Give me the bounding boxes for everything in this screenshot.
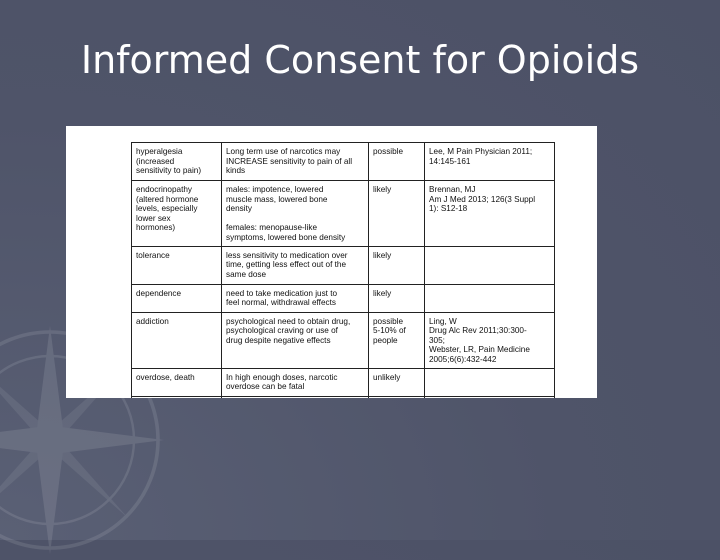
risk-cell: addiction xyxy=(132,312,222,368)
reference-cell: Lee, M Pain Physician 2011; 14:145-161 xyxy=(425,143,555,181)
description-cell: psychological need to obtain drug, psychological craving or use of drug despite negative effects xyxy=(222,312,369,368)
risk-cell: overdose, death xyxy=(132,368,222,396)
reference-cell xyxy=(425,246,555,284)
risk-cell: tolerance xyxy=(132,246,222,284)
likelihood-cell: possible 5-10% of people xyxy=(369,312,425,368)
description-cell xyxy=(222,396,369,398)
slide-title: Informed Consent for Opioids xyxy=(80,38,640,82)
description-cell: males: impotence, lowered muscle mass, lowered bone density females: menopause-like symptoms, lowered bone density xyxy=(222,181,369,247)
likelihood-cell: possible xyxy=(369,143,425,181)
table-row xyxy=(132,246,555,284)
table-row xyxy=(132,143,555,181)
reference-cell xyxy=(425,368,555,396)
table-row xyxy=(132,312,555,368)
reference-cell xyxy=(425,396,555,398)
description-cell: less sensitivity to medication over time, getting less effect out of the same dose xyxy=(222,246,369,284)
description-cell: Long term use of narcotics may INCREASE sensitivity to pain of all kinds xyxy=(222,143,369,181)
likelihood-cell: unlikely xyxy=(369,368,425,396)
risk-cell: endocrinopathy (altered hormone levels, especially lower sex hormones) xyxy=(132,181,222,247)
risk-cell: hyperalgesia (increased sensitivity to pain) xyxy=(132,143,222,181)
opioid-risks-table xyxy=(131,142,555,398)
description-cell: In high enough doses, narcotic overdose can be fatal xyxy=(222,368,369,396)
risk-cell xyxy=(132,396,222,398)
table-image xyxy=(66,126,597,398)
likelihood-cell: likely xyxy=(369,246,425,284)
table-row xyxy=(132,181,555,247)
table-row xyxy=(132,284,555,312)
likelihood-cell xyxy=(369,396,425,398)
likelihood-cell: likely xyxy=(369,181,425,247)
likelihood-cell: likely xyxy=(369,284,425,312)
reference-cell xyxy=(425,284,555,312)
description-cell: need to take medication just to feel normal, withdrawal effects xyxy=(222,284,369,312)
risk-cell: dependence xyxy=(132,284,222,312)
table-row xyxy=(132,396,555,398)
table-row xyxy=(132,368,555,396)
reference-cell: Brennan, MJ Am J Med 2013; 126(3 Suppl 1): S12-18 xyxy=(425,181,555,247)
reference-cell: Ling, W Drug Alc Rev 2011;30:300- 305; Webster, LR, Pain Medicine 2005;6(6):432-442 xyxy=(425,312,555,368)
